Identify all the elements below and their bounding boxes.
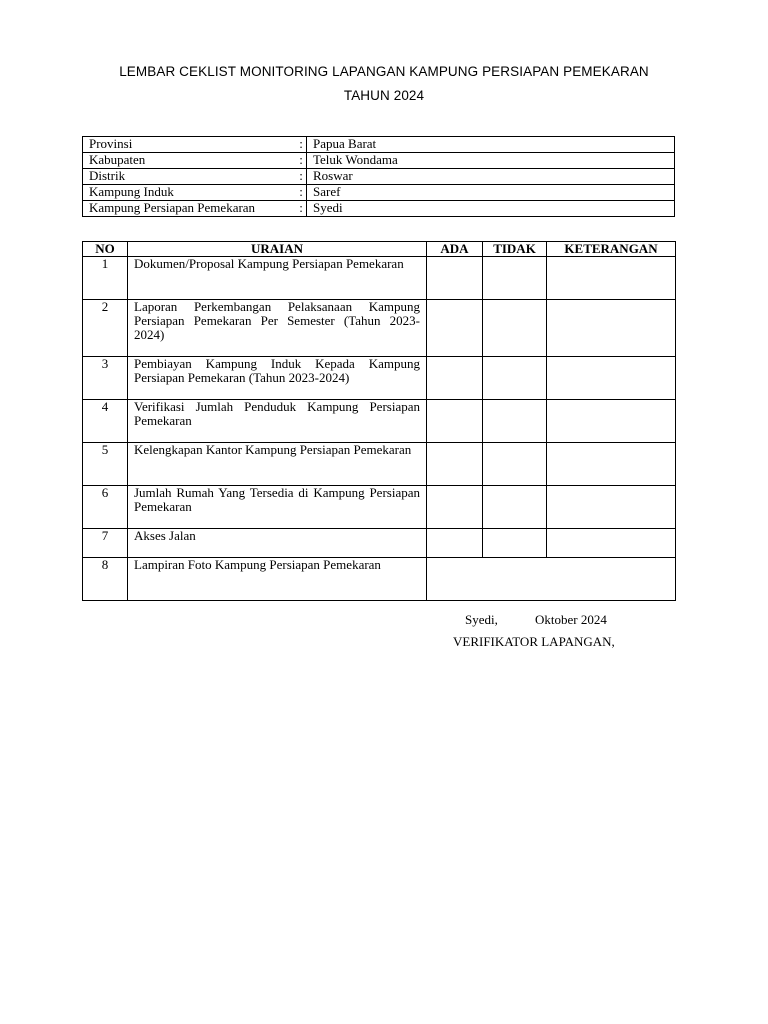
checklist-header-row — [83, 242, 676, 257]
checklist-row — [83, 257, 676, 300]
info-label: Kabupaten — [83, 153, 297, 169]
tidak-cell[interactable] — [483, 529, 547, 558]
checklist-row — [83, 486, 676, 529]
row-number: 5 — [83, 443, 128, 486]
info-value: Roswar — [307, 169, 675, 185]
ada-cell[interactable] — [427, 257, 483, 300]
location-info-table — [82, 136, 675, 217]
keterangan-cell[interactable] — [547, 357, 676, 400]
row-number: 3 — [83, 357, 128, 400]
header-uraian: URAIAN — [128, 242, 427, 257]
info-row-kampung-persiapan — [83, 201, 675, 217]
checklist-row — [83, 529, 676, 558]
header-keterangan: KETERANGAN — [547, 242, 676, 257]
ada-cell[interactable] — [427, 300, 483, 357]
ada-cell[interactable] — [427, 443, 483, 486]
info-value: Papua Barat — [307, 137, 675, 153]
ada-cell[interactable] — [427, 529, 483, 558]
info-separator: : — [296, 169, 307, 185]
keterangan-cell[interactable] — [547, 486, 676, 529]
row-description: Akses Jalan — [128, 529, 427, 558]
info-label: Kampung Induk — [83, 185, 297, 201]
checklist-row — [83, 300, 676, 357]
ada-cell[interactable] — [427, 486, 483, 529]
info-value: Syedi — [307, 201, 675, 217]
keterangan-cell[interactable] — [547, 443, 676, 486]
ada-cell[interactable] — [427, 400, 483, 443]
info-separator: : — [296, 185, 307, 201]
info-row-provinsi — [83, 137, 675, 153]
info-row-kabupaten — [83, 153, 675, 169]
merged-status-cell[interactable] — [427, 558, 676, 601]
info-label: Kampung Persiapan Pemekaran — [83, 201, 297, 217]
row-number: 7 — [83, 529, 128, 558]
keterangan-cell[interactable] — [547, 300, 676, 357]
row-number: 1 — [83, 257, 128, 300]
row-description: Verifikasi Jumlah Penduduk Kampung Persiapan Pemekaran — [128, 400, 427, 443]
checklist-row — [83, 400, 676, 443]
row-description: Laporan Perkembangan Pelaksanaan Kampung Persiapan Pemekaran Per Semester (Tahun 2023-2024) — [128, 300, 427, 357]
info-label: Provinsi — [83, 137, 297, 153]
signature-date: Oktober 2024 — [535, 612, 607, 627]
tidak-cell[interactable] — [483, 400, 547, 443]
info-row-distrik — [83, 169, 675, 185]
header-no: NO — [83, 242, 128, 257]
checklist-row — [83, 558, 676, 601]
tidak-cell[interactable] — [483, 257, 547, 300]
info-separator: : — [296, 137, 307, 153]
info-label: Distrik — [83, 169, 297, 185]
verifier-title: VERIFIKATOR LAPANGAN, — [453, 634, 615, 649]
row-description: Kelengkapan Kantor Kampung Persiapan Pemekaran — [128, 443, 427, 486]
document-title: LEMBAR CEKLIST MONITORING LAPANGAN KAMPUNG PERSIAPAN PEMEKARAN — [119, 64, 649, 79]
tidak-cell[interactable] — [483, 357, 547, 400]
row-description: Jumlah Rumah Yang Tersedia di Kampung Persiapan Pemekaran — [128, 486, 427, 529]
header-tidak: TIDAK — [483, 242, 547, 257]
row-description: Pembiayan Kampung Induk Kepada Kampung Persiapan Pemekaran (Tahun 2023-2024) — [128, 357, 427, 400]
ada-cell[interactable] — [427, 357, 483, 400]
keterangan-cell[interactable] — [547, 529, 676, 558]
tidak-cell[interactable] — [483, 486, 547, 529]
keterangan-cell[interactable] — [547, 257, 676, 300]
header-ada: ADA — [427, 242, 483, 257]
checklist-row — [83, 357, 676, 400]
info-value: Saref — [307, 185, 675, 201]
tidak-cell[interactable] — [483, 443, 547, 486]
keterangan-cell[interactable] — [547, 400, 676, 443]
info-separator: : — [296, 153, 307, 169]
document-year: TAHUN 2024 — [343, 88, 425, 103]
info-value: Teluk Wondama — [307, 153, 675, 169]
row-description: Lampiran Foto Kampung Persiapan Pemekaran — [128, 558, 427, 601]
signature-place: Syedi, — [465, 612, 498, 627]
tidak-cell[interactable] — [483, 300, 547, 357]
row-number: 4 — [83, 400, 128, 443]
row-number: 6 — [83, 486, 128, 529]
row-number: 8 — [83, 558, 128, 601]
info-separator: : — [296, 201, 307, 217]
checklist-table — [82, 241, 676, 601]
info-row-kampung-induk — [83, 185, 675, 201]
checklist-row — [83, 443, 676, 486]
row-number: 2 — [83, 300, 128, 357]
row-description: Dokumen/Proposal Kampung Persiapan Pemekaran — [128, 257, 427, 300]
